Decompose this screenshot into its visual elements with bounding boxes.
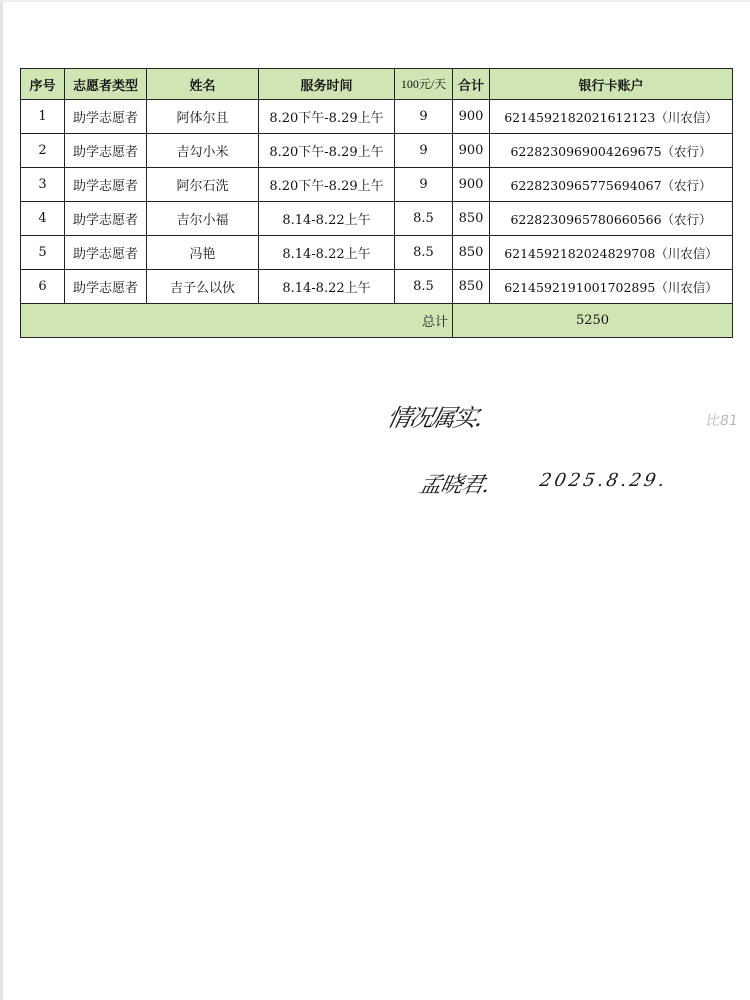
- cell-days: 8.5: [395, 270, 453, 304]
- cell-total: 850: [453, 202, 490, 236]
- cell-type: 助学志愿者: [65, 270, 147, 304]
- cell-index: 4: [21, 202, 65, 236]
- cell-period: 8.14-8.22上午: [259, 202, 395, 236]
- cell-index: 1: [21, 100, 65, 134]
- cell-index: 2: [21, 134, 65, 168]
- header-index: 序号: [21, 69, 65, 100]
- cell-type: 助学志愿者: [65, 168, 147, 202]
- handwritten-note: 情况属实.: [384, 404, 485, 432]
- cell-total: 900: [453, 100, 490, 134]
- cell-type: 助学志愿者: [65, 134, 147, 168]
- cell-name: 阿体尔且: [147, 100, 259, 134]
- header-total: 合计: [453, 69, 490, 100]
- cell-period: 8.14-8.22上午: [259, 270, 395, 304]
- cell-name: 吉勾小米: [147, 134, 259, 168]
- header-account: 银行卡账户: [490, 69, 733, 100]
- cell-name: 吉子么以伙: [147, 270, 259, 304]
- cell-name: 阿尔石洗: [147, 168, 259, 202]
- cell-period: 8.20下午-8.29上午: [259, 100, 395, 134]
- header-type: 志愿者类型: [65, 69, 147, 100]
- header-name: 姓名: [147, 69, 259, 100]
- cell-period: 8.20下午-8.29上午: [259, 134, 395, 168]
- table-row: [21, 134, 733, 168]
- cell-account: 6214592182021612123（川农信）: [490, 100, 733, 134]
- cell-days: 9: [395, 134, 453, 168]
- volunteer-payment-table: [20, 68, 733, 338]
- handwritten-date: 2025.8.29.: [538, 470, 670, 491]
- cell-type: 助学志愿者: [65, 100, 147, 134]
- cell-index: 3: [21, 168, 65, 202]
- cell-days: 8.5: [395, 202, 453, 236]
- cell-period: 8.20下午-8.29上午: [259, 168, 395, 202]
- cell-account: 6214592191001702895（川农信）: [490, 270, 733, 304]
- handwritten-signature: 孟晓君.: [416, 473, 492, 498]
- cell-period: 8.14-8.22上午: [259, 236, 395, 270]
- cell-type: 助学志愿者: [65, 202, 147, 236]
- cell-total: 900: [453, 168, 490, 202]
- cell-days: 9: [395, 168, 453, 202]
- cell-name: 吉尔小福: [147, 202, 259, 236]
- cell-account: 6228230969004269675（农行）: [490, 134, 733, 168]
- cell-index: 5: [21, 236, 65, 270]
- table-row: [21, 168, 733, 202]
- cell-total: 850: [453, 236, 490, 270]
- table-row: [21, 100, 733, 134]
- total-value: 5250: [453, 304, 733, 338]
- table-header-row: [21, 69, 733, 100]
- table-row: [21, 202, 733, 236]
- header-rate: 100元/天: [395, 69, 453, 100]
- cell-index: 6: [21, 270, 65, 304]
- header-period: 服务时间: [259, 69, 395, 100]
- table-row: [21, 270, 733, 304]
- table-row: [21, 236, 733, 270]
- cell-type: 助学志愿者: [65, 236, 147, 270]
- margin-mark: 比81: [704, 413, 740, 429]
- cell-account: 6228230965775694067（农行）: [490, 168, 733, 202]
- total-label: 总计: [21, 304, 453, 338]
- page-edge-top: [0, 0, 750, 2]
- cell-name: 冯艳: [147, 236, 259, 270]
- cell-account: 6214592182024829708（川农信）: [490, 236, 733, 270]
- page-edge: [0, 0, 3, 1000]
- cell-total: 900: [453, 134, 490, 168]
- cell-total: 850: [453, 270, 490, 304]
- cell-days: 8.5: [395, 236, 453, 270]
- cell-account: 6228230965780660566（农行）: [490, 202, 733, 236]
- cell-days: 9: [395, 100, 453, 134]
- total-row: [21, 304, 733, 338]
